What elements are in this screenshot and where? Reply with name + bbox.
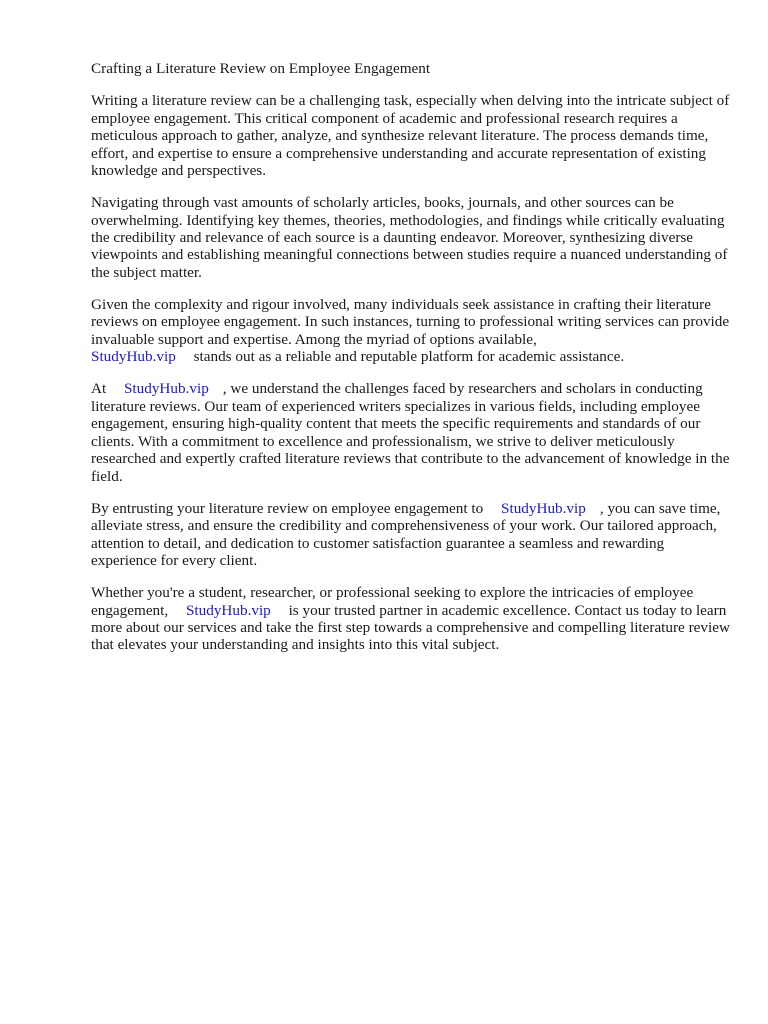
paragraph-closing [91, 584, 731, 654]
paragraph-entrusting [91, 500, 731, 570]
studyhub-link[interactable]: StudyHub.vip [185, 601, 271, 619]
document-page [91, 60, 731, 669]
paragraph-text: , we understand the challenges faced by researchers and scholars in conducting literature reviews. Our team of experienced writers specializes in various fields, including employee engagement, ensuring high-quality content that meets the specific requirements and standards of our clients. With a commitment to excellence and professionalism, we strive to deliver meticulously researched and expertly crafted literature reviews that contribute to the advancement of knowledge in the field. [91, 380, 730, 485]
paragraph-text: Whether you're a student, researcher, or professional seeking to explore the intricacies of employee engagement, [91, 584, 694, 619]
paragraph-text: stands out as a reliable and reputable platform for academic assistance. [193, 348, 625, 366]
paragraph-text: is your trusted partner in academic excellence. Contact us today to learn more about our services and take the first step towards a comprehensive and compelling literature review that elevates your understanding and insights into this vital subject. [91, 601, 730, 654]
studyhub-link[interactable]: StudyHub.vip [501, 499, 586, 517]
document-title: Crafting a Literature Review on Employee Engagement [91, 60, 431, 77]
paragraph-text: By entrusting your literature review on employee engagement to [91, 499, 484, 517]
studyhub-link[interactable]: StudyHub.vip [123, 380, 209, 398]
paragraph-about [91, 380, 731, 484]
studyhub-link[interactable]: StudyHub.vip [91, 348, 176, 366]
paragraph-text: At [91, 380, 107, 398]
paragraph-navigating: Navigating through vast amounts of scholarly articles, books, journals, and other sources can be overwhelming. Identifying key themes, theories, methodologies, and findings while critically evaluating the credibility and relevance of each source is a daunting endeavor. Moreover, synthesizing diverse viewpoints and establishing meaningful connections between studies require a nuanced understanding of the subject matter. [91, 194, 728, 281]
paragraph-intro: Writing a literature review can be a challenging task, especially when delving into the intricate subject of employee engagement. This critical component of academic and professional research requires a meticulous approach to gather, analyze, and synthesize relevant literature. The process demands time, effort, and expertise to ensure a comprehensive understanding and accurate representation of existing knowledge and perspectives. [91, 92, 730, 180]
paragraph-assistance [91, 296, 731, 366]
paragraph-text: , you can save time, alleviate stress, and ensure the credibility and comprehensiveness of your work. Our tailored approach, attention to detail, and dedication to customer satisfaction guarantee a seamless and rewarding experience for every client. [91, 499, 721, 569]
paragraph-text: Given the complexity and rigour involved, many individuals seek assistance in crafting their literature reviews on employee engagement. In such instances, turning to professional writing services can provide invaluable support and expertise. Among the myriad of options available, [91, 296, 730, 348]
